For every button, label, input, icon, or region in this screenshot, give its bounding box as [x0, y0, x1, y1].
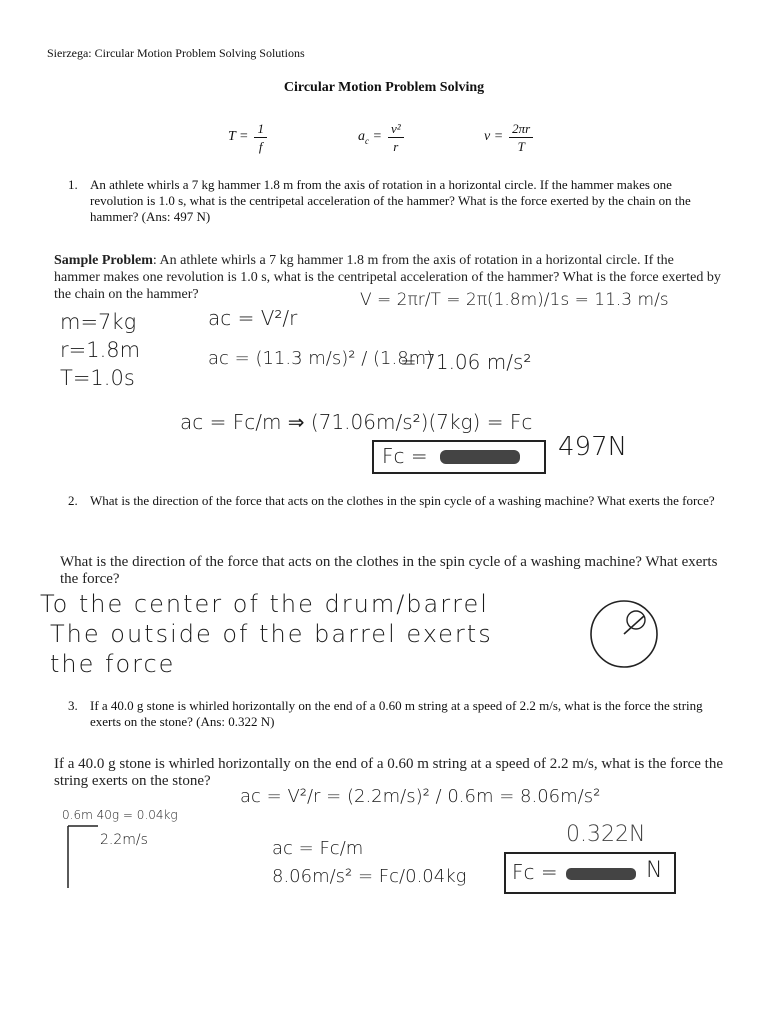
hw-stone-scribble	[566, 868, 636, 880]
hw-stone-substitution: 8.06m/s² = Fc/0.04kg	[272, 866, 467, 887]
formula-velocity	[484, 112, 533, 162]
formula-centripetal	[358, 112, 404, 162]
formula-velocity-lhs: v =	[484, 129, 504, 144]
stone-scan: If a 40.0 g stone is whirled horizontally on the end of a 0.60 m string at a speed of 2.2 m/s, what is the force the string exerts on the stone?	[54, 756, 724, 789]
hw-fc-formula: ac = Fc/m ⇒ (71.06m/s²)(7kg) = Fc	[180, 410, 533, 434]
washing-scan: What is the direction of the force that acts on the clothes in the spin cycle of a washing machine? What exerts the force?	[60, 554, 718, 587]
formula-centripetal-symbol: a	[358, 128, 365, 144]
hw-stone-ac-formula: ac = V²/r = (2.2m/s)² / 0.6m = 8.06m/s²	[240, 786, 601, 807]
hw-washing-line-3: the force	[50, 650, 176, 678]
hw-washing-line-2: The outside of the barrel exerts	[50, 620, 493, 648]
hw-stone-answer: 0.322N	[566, 822, 646, 847]
question-2-text: What is the direction of the force that acts on the clothes in the spin cycle of a washing machine? What exerts the force?	[90, 493, 715, 508]
hw-washing-line-1: To the center of the drum/barrel	[40, 590, 489, 618]
formula-centripetal-lhs	[358, 129, 382, 146]
question-3-text: If a 40.0 g stone is whirled horizontally on the end of a 0.60 m string at a speed of 2.2 m/s, what is the force the string exerts on the stone? (Ans: 0.322 N)	[90, 698, 703, 729]
hw-mass: m=7kg	[60, 310, 137, 334]
hw-ac-formula: ac = V²/r	[208, 306, 298, 330]
hw-stone-fc-label: Fc =	[512, 860, 558, 884]
formula-period-denominator: f	[258, 138, 263, 154]
sample-problem-text: : An athlete whirls a 7 kg hammer 1.8 m from the axis of rotation in a horizontal circle. If the hammer makes one revolution is 1.0 s, what is the centripetal acceleration of the hammer? What is the force exerted by the chain on the hammer?	[54, 253, 721, 302]
question-3-number: 3.	[68, 698, 78, 713]
hw-radius: r=1.8m	[60, 338, 141, 362]
hw-fc-box	[372, 440, 546, 474]
hw-fc-answer: 497N	[558, 432, 628, 462]
question-1-number: 1.	[68, 177, 78, 192]
hw-stone-ac2: ac = Fc/m	[272, 838, 364, 859]
hw-ac-substitution: ac = (11.3 m/s)² / (1.8m)	[208, 348, 434, 369]
formula-centripetal-numerator: v²	[388, 120, 404, 138]
formula-velocity-numerator: 2πr	[509, 120, 533, 138]
hw-fc-box-label: Fc =	[382, 444, 428, 468]
hw-v-formula: V = 2πr/T = 2π(1.8m)/1s = 11.3 m/s	[360, 290, 669, 310]
formula-period	[228, 112, 267, 162]
question-3	[68, 698, 728, 730]
string-sketch	[58, 822, 106, 892]
formula-period-numerator: 1	[254, 120, 267, 138]
formula-period-fraction	[254, 120, 267, 155]
document-header: Sierzega: Circular Motion Problem Solving Solutions	[47, 46, 305, 60]
hw-scribble	[440, 450, 520, 464]
drum-diagram	[588, 598, 660, 670]
hw-ac-result: = 71.06 m/s²	[400, 350, 532, 374]
page-title: Circular Motion Problem Solving	[283, 80, 485, 95]
hw-stone-fc-box	[504, 852, 676, 894]
formula-centripetal-equals: =	[372, 128, 382, 144]
hw-period: T=1.0s	[60, 366, 135, 390]
question-2	[68, 493, 728, 509]
formula-centripetal-fraction	[388, 120, 404, 155]
formula-velocity-denominator: T	[517, 138, 525, 154]
hw-stone-unit: N	[646, 858, 663, 883]
hw-stone-given: 0.6m 40g = 0.04kg	[62, 808, 178, 822]
hw-stone-speed: 2.2m/s	[100, 832, 148, 848]
formula-centripetal-subscript: c	[365, 135, 369, 146]
question-2-number: 2.	[68, 493, 78, 508]
formula-period-lhs: T =	[228, 129, 249, 144]
question-1	[68, 177, 728, 225]
formula-velocity-fraction	[509, 120, 533, 155]
drum-clothes-blob	[627, 611, 645, 629]
question-1-text: An athlete whirls a 7 kg hammer 1.8 m from the axis of rotation in a horizontal circle. If the hammer makes one revolution is 1.0 s, what is the centripetal acceleration of the hammer? What is the force exerted by the chain on the hammer? (Ans: 497 N)	[90, 177, 691, 224]
formula-centripetal-denominator: r	[393, 138, 399, 154]
sample-problem-label: Sample Problem	[54, 253, 153, 268]
